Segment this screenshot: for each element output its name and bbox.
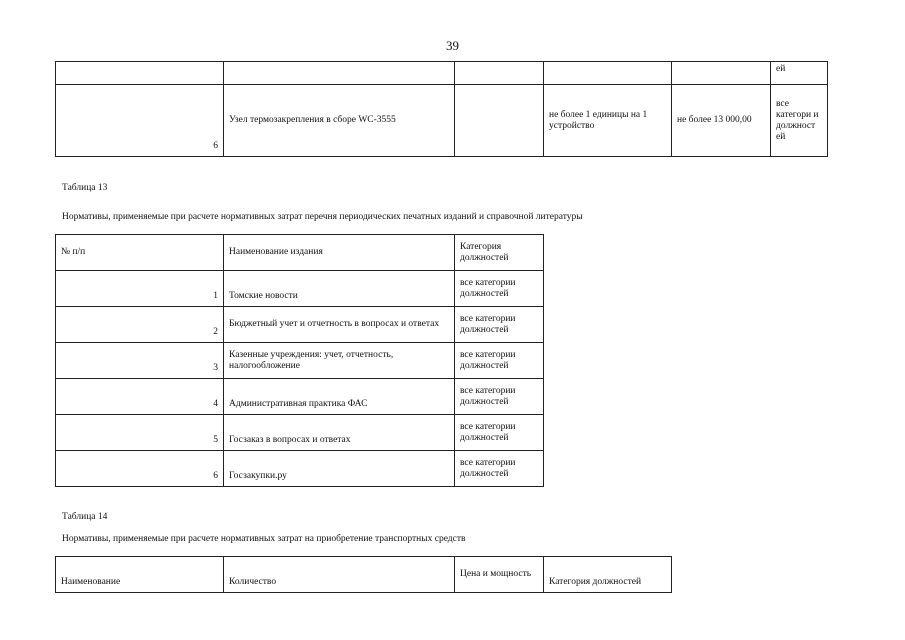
table-13-title: Нормативы, применяемые при расчете нормативных затрат перечня периодических печатных изданий и справочной литературы xyxy=(62,212,583,222)
table-row: 5 Госзаказ в вопросах и ответах все категории должностей xyxy=(56,415,544,451)
item-quantity: не более 1 единицы на 1 устройство xyxy=(544,85,672,157)
table-14-caption: Таблица 14 xyxy=(62,512,108,522)
table-row: 1 Томские новости все категории должностей xyxy=(56,271,544,307)
header-category: Категория должностей xyxy=(455,235,544,271)
table-row: 2 Бюджетный учет и отчетность в вопросах и ответах все категории должностей xyxy=(56,307,544,343)
table-row xyxy=(56,85,828,157)
table-14 xyxy=(55,556,672,593)
table-header-row xyxy=(56,557,672,593)
table-row: 6 Госзакупки.ру все категории должностей xyxy=(56,451,544,487)
page-number: 39 xyxy=(446,38,459,53)
header-num: № п/п xyxy=(56,235,224,271)
table-row: 3 Казенные учреждения: учет, отчетность, налогообложение все категории должностей xyxy=(56,343,544,379)
table-13 xyxy=(55,234,544,487)
header-category: Категория должностей xyxy=(544,557,672,593)
item-name: Узел термозакрепления в сборе WC-3555 xyxy=(224,85,455,157)
table-13-caption: Таблица 13 xyxy=(62,183,108,193)
header-quantity: Количество xyxy=(224,557,455,593)
table-row: 4 Административная практика ФАС все категории должностей xyxy=(56,379,544,415)
header-name: Наименование издания xyxy=(224,235,455,271)
category-cell: ей xyxy=(771,62,828,85)
table-12-continuation xyxy=(55,61,828,157)
table-14-title: Нормативы, применяемые при расчете нормативных затрат на приобретение транспортных средств xyxy=(62,534,466,544)
table-row xyxy=(56,62,828,85)
header-name: Наименование xyxy=(56,557,224,593)
header-price-power: Цена и мощность xyxy=(455,557,544,593)
table-header-row xyxy=(56,235,544,271)
row-number: 6 xyxy=(56,85,224,157)
item-category: все категори и должност ей xyxy=(771,85,828,157)
item-price: не более 13 000,00 xyxy=(672,85,771,157)
